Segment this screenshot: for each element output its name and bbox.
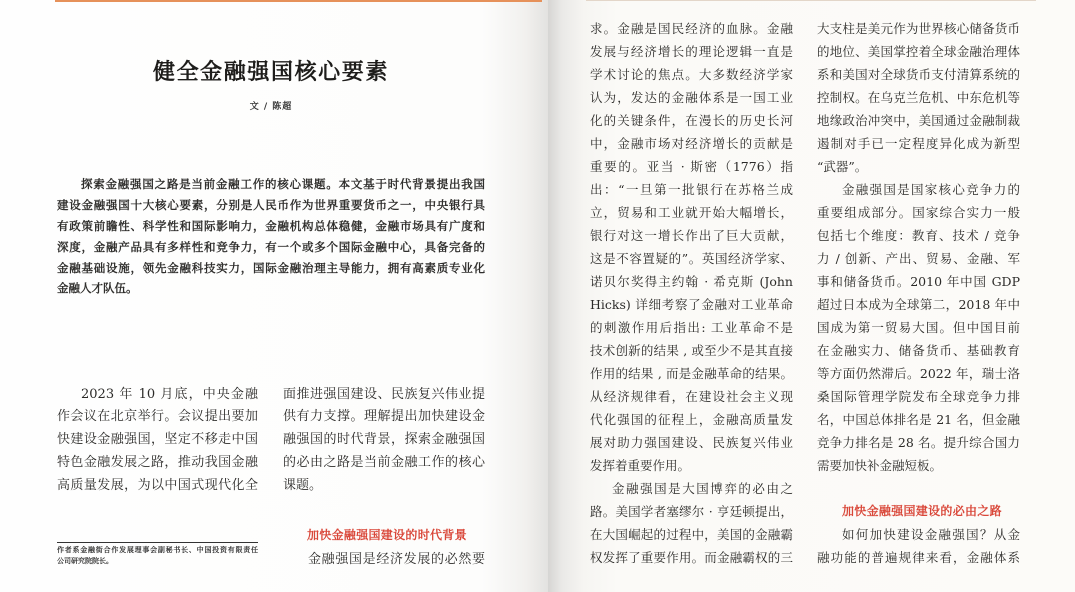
left-col2-line: 供有力支撑。理解提出加快建设金	[283, 409, 485, 425]
footnote-line: 公司研究院院长。	[57, 556, 113, 565]
left-col1-line: 作会议在北京举行。会议提出要加	[57, 409, 258, 425]
right-col2-after-line: 如何加快建设金融强国？从金	[842, 526, 1020, 542]
article-title: 健全金融强国核心要素	[152, 60, 389, 85]
right-col1-line: 技术创新的结果 , 或至少不是其直接	[590, 342, 793, 358]
right-col2-line: 国成为第一贸易大国。但中国目前	[817, 319, 1020, 335]
footnote-line: 作者系金融街合作发展理事会副秘书长、中国投资有限责任	[57, 545, 258, 554]
right-col1-line: 化的关键条件，在漫长的历史长河	[590, 112, 793, 128]
right-col2-line: 力 / 创新、产出、贸易、金融、军	[817, 250, 1020, 266]
right-col1-line: 重要的。亚当 · 斯密（1776）指	[590, 158, 793, 174]
right-page-column-2-continued	[817, 523, 1020, 569]
right-col1-line: 的刺激作用后指出: 工业革命不是	[590, 319, 793, 335]
right-page-column-1	[590, 17, 793, 569]
right-col2-line: 名，中国总体排名是 21 名，但金融	[817, 411, 1020, 427]
right-col1-line: 立，贸易和工业就开始大幅增长，	[590, 204, 793, 220]
left-col2-line: 的必由之路是当前金融工作的核心	[283, 454, 485, 470]
right-col2-after-line: 融功能的普遍规律来看，金融体系	[817, 549, 1020, 565]
abstract-line: 金融基础设施，领先金融科技实力，国际金融治理主导能力，拥有高素质专业化	[57, 260, 485, 275]
right-col2-line: 超过日本成为全球第二，2018 年中	[817, 296, 1020, 312]
right-page-column-2	[817, 17, 1020, 477]
top-rule-left	[55, 0, 542, 2]
left-col2-after-line: 金融强国是经济发展的必然要	[308, 551, 485, 567]
abstract-line: 深度，金融产品具有多样性和竞争力，有一个或多个国际金融中心，具备完备的	[57, 239, 485, 254]
right-col2-line: 控制权。在乌克兰危机、中东危机等	[817, 89, 1020, 105]
right-col1-line: 银行对这一增长作出了巨大贡献，	[590, 227, 793, 243]
right-col2-line: “武器”。	[817, 158, 868, 174]
right-col1-line: 权发挥了重要作用。而金融霸权的三	[590, 549, 793, 565]
section-heading-background: 加快金融强国建设的时代背景	[307, 528, 467, 542]
right-col2-line: 地缘政治冲突中，美国通过金融制裁	[817, 112, 1020, 128]
right-col1-line: 代化强国的征程上，金融高质量发	[590, 411, 793, 427]
right-col2-line: 的地位、美国掌控着全球金融治理体	[817, 43, 1020, 59]
right-col1-line: 诺贝尔奖得主约翰 · 希克斯 (John	[590, 273, 793, 289]
right-col1-line: 展对助力强国建设、民族复兴伟业	[590, 434, 793, 450]
left-col2-line: 课题。	[283, 477, 323, 493]
right-col1-line: 发挥着重要作用。	[590, 457, 691, 473]
article-byline: 文 / 陈超	[249, 102, 293, 112]
right-col2-line: 系和美国对全球货币支付清算系统的	[817, 66, 1020, 82]
left-page-column-2	[283, 384, 485, 498]
left-col1-line: 2023 年 10 月底，中央金融	[81, 386, 258, 402]
left-col2-line: 融强国的时代背景，探索金融强国	[283, 432, 485, 448]
right-col2-line: 等方面仍然滞后。2022 年，瑞士洛	[817, 365, 1020, 381]
right-col2-line: 竞争力排名是 28 名。提升综合国力	[817, 434, 1020, 450]
footnote-divider	[57, 542, 258, 543]
left-col1-line: 快建设金融强国，坚定不移走中国	[57, 432, 258, 448]
left-col2-line: 面推进强国建设、民族复兴伟业提	[283, 386, 485, 402]
left-col1-line: 高质量发展，为以中国式现代化全	[57, 477, 258, 493]
right-col1-line: 路。美国学者塞缪尔 · 亨廷顿提出，	[590, 503, 793, 519]
right-col1-line: 学术讨论的焦点。大多数经济学家	[590, 66, 793, 82]
right-col2-line: 大支柱是美元作为世界核心储备货币	[817, 20, 1020, 36]
abstract-line: 探索金融强国之路是当前金融工作的核心课题。本文基于时代背景提出我国	[81, 177, 485, 191]
right-col2-line: 在金融实力、储备货币、基础教育	[817, 342, 1020, 358]
right-col2-line: 重要组成部分。国家综合实力一般	[817, 204, 1020, 220]
right-col2-line: 包括七个维度：教育、技术 / 竞争	[817, 227, 1020, 243]
abstract-line: 建设金融强国十大核心要素，分别是人民币作为世界重要货币之一，中央银行具	[57, 197, 485, 212]
author-footnote	[57, 544, 258, 566]
right-col1-line: 发展与经济增长的理论逻辑一直是	[590, 43, 793, 59]
right-col1-line: 中，金融市场对经济增长的贡献是	[590, 135, 793, 151]
right-col1-line: 从经济规律看，在建设社会主义现	[590, 388, 793, 404]
top-rule-right	[586, 0, 1036, 1]
right-col2-line: 需要加快补金融短板。	[817, 457, 943, 473]
right-col2-line: 事和储备货币。2010 年中国 GDP	[817, 273, 1020, 289]
section-heading-path: 加快金融强国建设的必由之路	[842, 504, 1002, 518]
right-col2-line: 遏制对手已一定程度异化成为新型	[817, 135, 1020, 151]
left-page-column-1	[57, 384, 258, 498]
right-col1-line: 这是不容置疑的”。英国经济学家、	[590, 250, 793, 266]
right-col1-line: 认为，发达的金融体系是一国工业	[590, 89, 793, 105]
right-col2-line: 桑国际管理学院发布全球竞争力排	[817, 388, 1020, 404]
right-col1-line: 在大国崛起的过程中，美国的金融霸	[590, 526, 793, 542]
right-col1-line: 作用的结果 , 而是金融革命的结果。	[590, 365, 793, 381]
right-col1-line: 求。金融是国民经济的血脉。金融	[590, 20, 793, 36]
left-col1-line: 特色金融发展之路，推动我国金融	[57, 454, 258, 470]
abstract-line: 有政策前瞻性、科学性和国际影响力，金融机构总体稳健，金融市场具有广度和	[57, 218, 485, 233]
left-page-column-2-continued	[283, 548, 485, 571]
right-col1-line: 金融强国是大国博弈的必由之	[612, 480, 793, 496]
right-col1-line: 出：“一旦第一批银行在苏格兰成	[590, 181, 793, 197]
article-abstract	[57, 174, 485, 299]
right-col1-line: Hicks) 详细考察了金融对工业革命	[590, 296, 793, 312]
abstract-line: 金融人才队伍。	[57, 281, 138, 296]
right-col2-line: 金融强国是国家核心竞争力的	[842, 181, 1020, 197]
